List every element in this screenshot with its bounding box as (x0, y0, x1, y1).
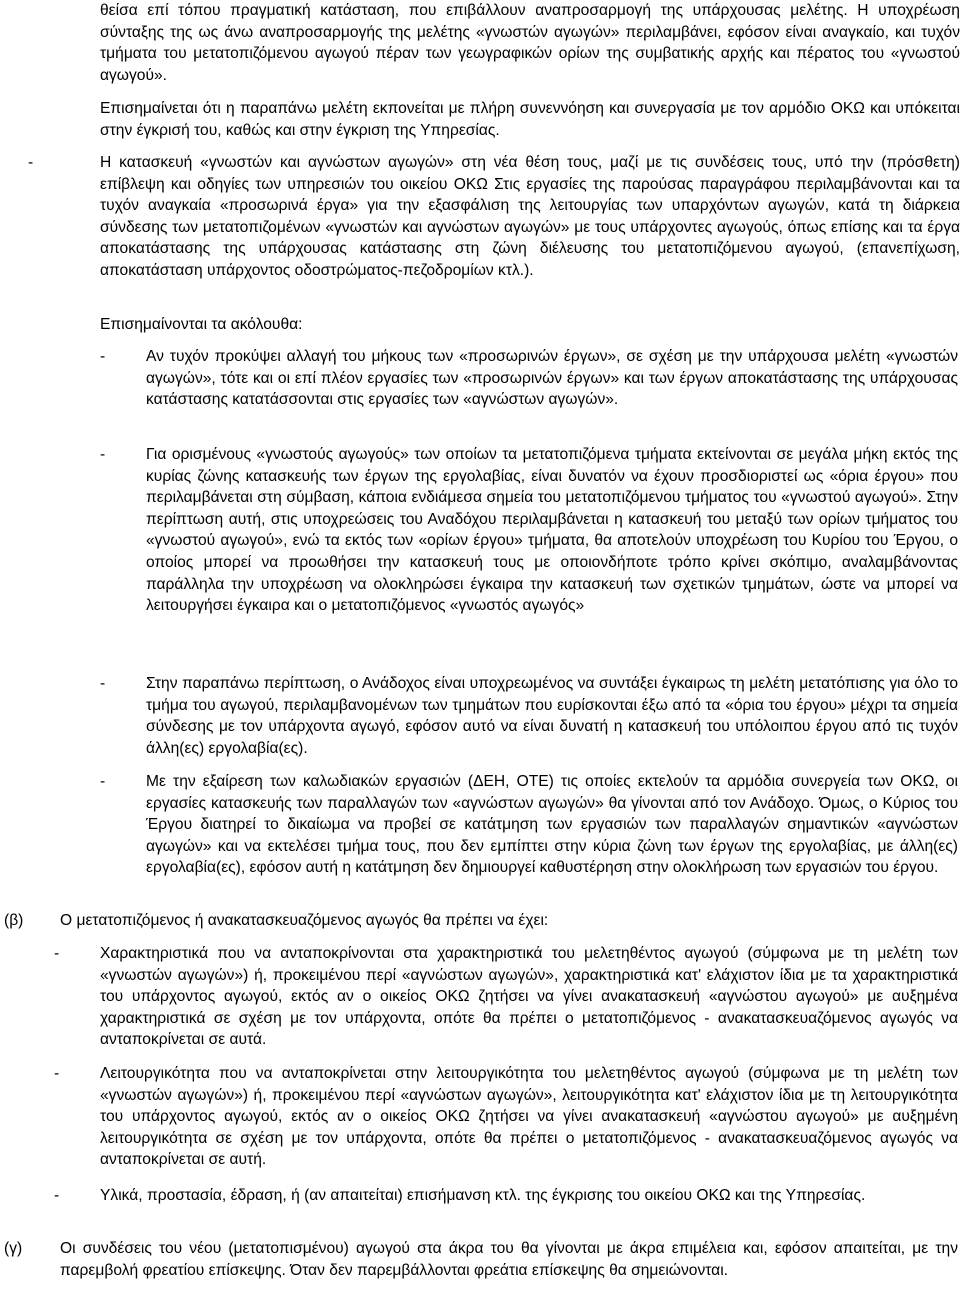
item-beta (4, 910, 958, 932)
item-gamma (4, 1238, 958, 1281)
requirement-text: Λειτουργικότητα που να ανταποκρίνεται στην λειτουργικότητα του μελετηθέντος αγωγού (σύμφωνα με τη μελέτη των «γνωστών αγωγών») ή, προκειμένου περί «αγνώστων αγωγών», λειτουργικότητα κατ' ελάχιστον ίδια με τη λειτουργικότητα του υπάρχοντος αγωγού, εκτός αν ο οικείος ΟΚΩ ζητήσει να γίνει ανακατασκευή «αγνώστου αγωγού» με αυξημένη λειτουργικότητα σε σχέση με τον υπάρχοντα, οπότε θα πρέπει ο μετατοπιζόμενος - ανακατασκευαζόμενος αγωγός να ανταποκρίνεται σε αυτή. (100, 1065, 958, 1169)
dash-marker: - (100, 348, 106, 365)
dash-marker: - (54, 1065, 60, 1082)
note-text: Αν τυχόν προκύψει αλλαγή του μήκους των «προσωρινών έργων», σε σχέση με την υπάρχουσα μελέτη «γνωστών αγωγών», τότε και οι επί πλέον εργασίες των «προσωρινών έργων» και των έργων αποκατάστασης της υπάρχουσας κατάστασης κατατάσσονται στις εργασίες των «αγνώστων αγωγών». (146, 348, 958, 409)
dash-marker: - (100, 446, 106, 463)
dash-marker: - (28, 154, 34, 171)
approval-paragraph: Επισημαίνεται ότι η παραπάνω μελέτη εκπονείται με πλήρη συνεννόηση και συνεργασία με τον αρμόδιο ΟΚΩ και υπόκειται στην έγκρισή του, καθώς και στην έγκριση της Υπηρεσίας. (100, 100, 960, 139)
note-item (100, 346, 958, 411)
requirement-item (54, 943, 958, 1051)
requirement-text: Χαρακτηριστικά που να ανταποκρίνονται στα χαρακτηριστικά του μελετηθέντος αγωγού (σύμφωνα με τη μελέτη των «γνωστών αγωγών») ή, προκειμένου περί «αγνώστων αγωγών», χαρακτηριστικά κατ' ελάχιστον ίδια με τα χαρακτηριστικά του υπάρχοντος αγωγού, εκτός αν ο οικείος ΟΚΩ ζητήσει να γίνει ανακατασκευή «αγνώστου αγωγού» με αυξημένα χαρακτηριστικά σε σχέση με τον υπάρχοντα, οπότε θα πρέπει ο μετατοπιζόμενος - ανακατασκευαζόμενος αγωγός να ανταποκρίνεται σε αυτά. (100, 945, 958, 1049)
item-beta-text: Ο μετατοπιζόμενος ή ανακατασκευαζόμενος αγωγός θα πρέπει να έχει: (60, 912, 549, 929)
dash-marker: - (100, 773, 106, 790)
construction-item (28, 152, 960, 282)
requirement-item (54, 1063, 958, 1171)
note-text: Στην παραπάνω περίπτωση, ο Ανάδοχος είναι υποχρεωμένος να συντάξει έγκαιρως τη μελέτη μετατόπισης για όλο το τμήμα του αγωγού, περιλαμβανομένων των τμημάτων που ευρίσκονται έξω από τα «όρια του έργου» μέχρι τα σημεία σύνδεσης με τον υπάρχοντα αγωγό, εφόσον αυτό να είναι δυνατή η κατασκευή του υπόλοιπου έργου από τις τυχόν άλλη(ες) εργολαβία(ες). (146, 675, 958, 757)
note-text: Για ορισμένους «γνωστούς αγωγούς» των οποίων τα μετατοπιζόμενα τμήματα εκτείνονται σε μεγάλα μήκη εκτός της κυρίας ζώνης κατασκευής των έργων της εργολαβίας, είναι δυνατόν να έχουν προσδιοριστεί ως «όρια έργου» που περιλαμβάνεται στη σύμβαση, κάποια ενδιάμεσα σημεία του μετατοπιζόμενου τμήματος του «γνωστού αγωγού». Στην περίπτωση αυτή, στις υποχρεώσεις του Αναδόχου περιλαμβάνεται η κατασκευή του μεταξύ των ορίων τμήματος του «γνωστού αγωγού», ενώ τα εκτός των «ορίων έργου» τμήματα, θα αποτελούν υποχρέωση του Κυρίου του Έργου, ο οποίος μπορεί να προωθήσει την κατασκευή τους με οποιονδήποτε τρόπο κρίνει σκόπιμο, αναλαμβάνοντας παράλληλα την υποχρέωση να ολοκληρώσει έγκαιρα την κατασκευή των σχετικών τμημάτων, ώστε να μπορεί να λειτουργήσει έγκαιρα και ο μετατοπιζόμενος «γνωστός αγωγός» (146, 446, 958, 615)
notes-heading: Επισημαίνονται τα ακόλουθα: (100, 316, 303, 333)
requirement-item (54, 1185, 958, 1207)
dash-marker: - (100, 675, 106, 692)
note-item (100, 771, 958, 879)
item-marker: (β) (4, 912, 24, 929)
intro-paragraph: θείσα επί τόπου πραγματική κατάσταση, που επιβάλλουν αναπροσαρμογή της υπάρχουσας μελέτης. Η υποχρέωση σύνταξης της ως άνω αναπροσαρμογής της μελέτης «γνωστών αγωγών» περιλαμβάνει, εφόσον είναι αναγκαίο, και τυχόν τμήματα του μετατοπιζόμενου αγωγού πέραν των γεωγραφικών ορίων της συμβατικής αρχής και πέρατος του «γνωστού αγωγού». (100, 2, 960, 84)
requirement-text: Υλικά, προστασία, έδραση, ή (αν απαιτείται) επισήμανση κτλ. της έγκρισης του οικείου ΟΚΩ και της Υπηρεσίας. (100, 1187, 866, 1204)
construction-text: Η κατασκευή «γνωστών και αγνώστων αγωγών» στη νέα θέση τους, μαζί με τις συνδέσεις τους, υπό την (πρόσθετη) επίβλεψη και οδηγίες των υπηρεσιών του οικείου ΟΚΩ Στις εργασίες της παρούσας παραγράφου περιλαμβάνονται και τα τυχόν αναγκαία «προσωρινά έργα» για την εξασφάλιση της λειτουργίας των υπαρχόντων αγωγών, κατά τη διάρκεια σύνδεσης των μετατοπιζομένων «γνωστών και αγνώστων αγωγών» με τους υπάρχοντες αγωγούς, όπως επίσης και τα έργα αποκατάστασης της υπάρχουσας κατάστασης στη ζώνη διέλευσης του μετατοπιζόμενου αγωγού, (επανεπίχωση, αποκατάσταση υπάρχοντος οδοστρώματος-πεζοδρομίων κτλ.). (100, 154, 960, 279)
item-gamma-text: Οι συνδέσεις του νέου (μετατοπισμένου) αγωγού στα άκρα του θα γίνονται με άκρα επιμέλεια και, εφόσον απαιτείται, με την παρεμβολή φρεατίου επίσκεψης. Όταν δεν παρεμβάλλονται φρεάτια επίσκεψης θα σημειώνονται. (60, 1240, 958, 1279)
dash-marker: - (54, 1187, 60, 1204)
dash-marker: - (54, 945, 60, 962)
note-item (100, 673, 958, 759)
note-item (100, 444, 958, 617)
item-marker: (γ) (4, 1240, 23, 1257)
note-text: Με την εξαίρεση των καλωδιακών εργασιών (ΔΕΗ, ΟΤΕ) τις οποίες εκτελούν τα αρμόδια συνεργεία των ΟΚΩ, οι εργασίες κατασκευής των παραλλαγών των «αγνώστων αγωγών» θα γίνονται από τον Ανάδοχο. Όμως, ο Κύριος του Έργου διατηρεί το δικαίωμα να προβεί σε κατάτμηση των εργασιών των παραλλαγών σημαντικών «αγνώστων αγωγών» και να εκτελέσει τμήμα τους, που δεν εμπίπτει στην κύρια ζώνη των έργων της εργολαβίας, με άλλη(ες) εργολαβία(ες), εφόσον αυτή η κατάτμηση δεν δημιουργεί καθυστέρηση στην ολοκλήρωση των εργασιών του έργου. (146, 773, 958, 877)
